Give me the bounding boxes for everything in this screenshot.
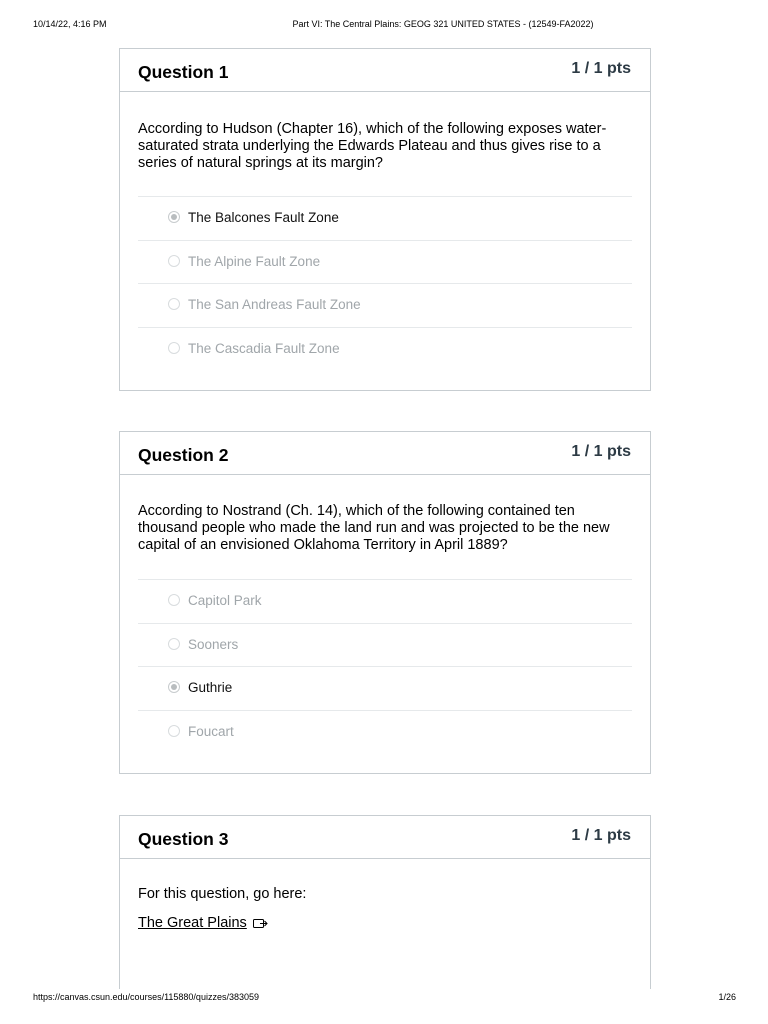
answer-option[interactable] xyxy=(138,666,632,710)
question-header xyxy=(120,432,650,475)
answer-option[interactable] xyxy=(138,579,632,623)
answer-option[interactable] xyxy=(138,283,632,327)
answer-label: The Alpine Fault Zone xyxy=(188,253,321,269)
question-header xyxy=(120,49,650,92)
answer-label: Guthrie xyxy=(188,680,233,695)
question-2 xyxy=(119,431,651,774)
answer-label: Foucart xyxy=(188,723,234,739)
answer-list xyxy=(138,196,632,370)
question-points: 1 / 1 pts xyxy=(571,827,631,844)
question-text: For this question, go here: xyxy=(138,886,307,902)
question-header xyxy=(120,816,650,859)
answer-label: The Cascadia Fault Zone xyxy=(188,340,340,356)
radio-selected-icon[interactable] xyxy=(168,211,180,223)
question-title: Question 3 xyxy=(138,829,229,849)
radio-icon[interactable] xyxy=(168,594,180,606)
answer-option[interactable] xyxy=(138,240,632,284)
answer-label: The Balcones Fault Zone xyxy=(188,210,339,225)
answer-label: The San Andreas Fault Zone xyxy=(188,297,361,312)
radio-icon[interactable] xyxy=(168,725,180,737)
radio-icon[interactable] xyxy=(168,638,180,650)
question-text: According to Nostrand (Ch. 14), which of the following contained ten thousand people who made the land run and was projected to be the new capital of an envisioned Oklahoma Territory in April 1889? xyxy=(138,503,610,553)
question-points: 1 / 1 pts xyxy=(571,443,631,460)
question-title: Question 2 xyxy=(138,445,229,465)
radio-icon[interactable] xyxy=(168,342,180,354)
answer-option[interactable] xyxy=(138,710,632,754)
question-1 xyxy=(119,48,651,391)
external-link-icon[interactable] xyxy=(253,918,268,929)
radio-selected-icon[interactable] xyxy=(168,681,180,693)
answer-option[interactable] xyxy=(138,327,632,371)
radio-icon[interactable] xyxy=(168,298,180,310)
answer-option[interactable] xyxy=(138,196,632,240)
link-text[interactable]: The Great Plains xyxy=(138,915,247,931)
great-plains-link[interactable] xyxy=(138,915,268,931)
radio-icon[interactable] xyxy=(168,255,180,267)
question-points: 1 / 1 pts xyxy=(571,60,631,77)
print-page-number: 1/26 xyxy=(718,992,736,1002)
print-footer xyxy=(0,992,768,1006)
answer-option[interactable] xyxy=(138,623,632,667)
print-title: Part VI: The Central Plains: GEOG 321 UNITED STATES - (12549-FA2022) xyxy=(292,19,594,29)
answer-list xyxy=(138,579,632,753)
print-url: https://canvas.csun.edu/courses/115880/quizzes/383059 xyxy=(33,992,259,1002)
answer-label: Capitol Park xyxy=(188,593,262,608)
question-3 xyxy=(119,815,651,989)
print-header xyxy=(0,19,768,33)
answer-label: Sooners xyxy=(188,636,239,652)
question-title: Question 1 xyxy=(138,62,229,82)
print-datetime: 10/14/22, 4:16 PM xyxy=(33,19,107,29)
question-text: According to Hudson (Chapter 16), which of the following exposes water-saturated strata underlying the Edwards Plateau and thus gives rise to a series of natural springs at its margin? xyxy=(138,121,607,171)
